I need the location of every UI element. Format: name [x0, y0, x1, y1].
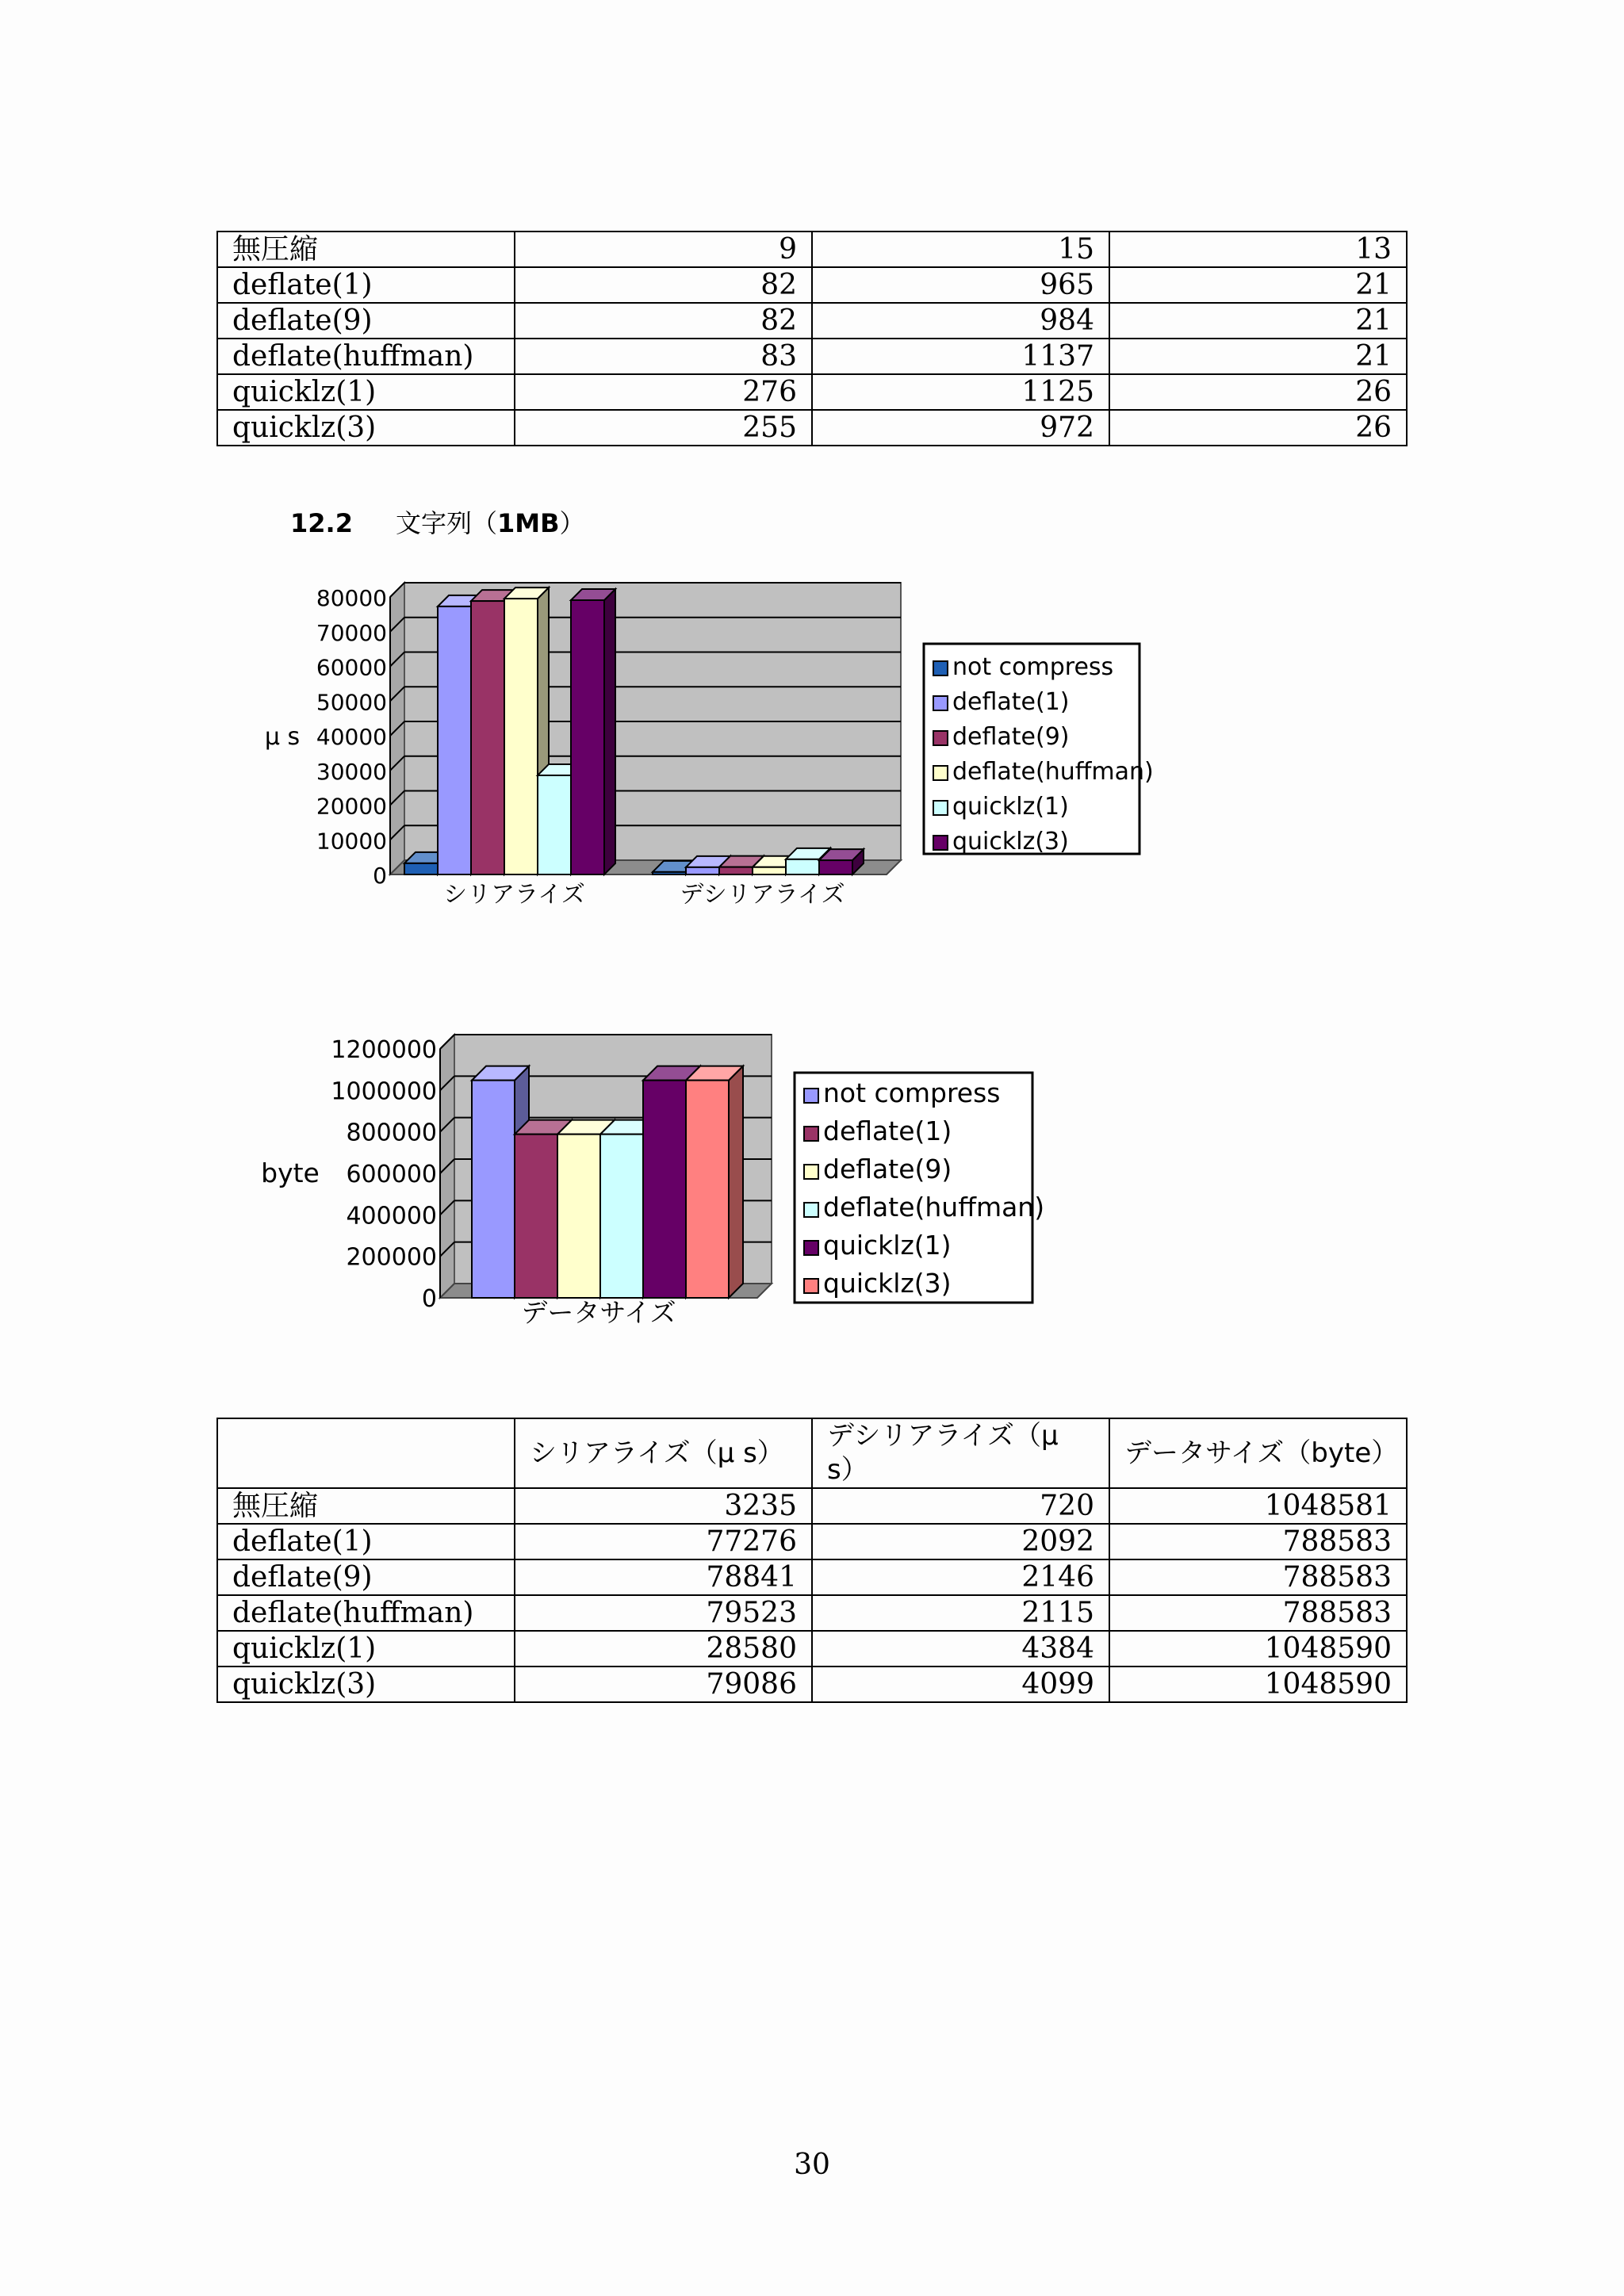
legend-label: deflate(9): [823, 1154, 952, 1184]
cell-value: 79523: [515, 1595, 812, 1631]
y-tick-label: 50000: [316, 689, 387, 716]
cell-value: 3235: [515, 1488, 812, 1524]
x-category-label: デシリアライズ: [680, 881, 845, 909]
row-label: 無圧縮: [217, 1488, 515, 1524]
cell-value: 984: [812, 303, 1109, 339]
cell-value: 2146: [812, 1559, 1109, 1595]
cell-value: 77276: [515, 1524, 812, 1559]
cell-value: 26: [1109, 410, 1407, 446]
legend-label: quicklz(3): [952, 828, 1069, 855]
legend-label: deflate(9): [952, 723, 1070, 751]
bar-side: [729, 1066, 743, 1298]
bar: [686, 1081, 729, 1298]
y-tick-label: 600000: [346, 1161, 437, 1188]
legend-label: deflate(huffman): [823, 1192, 1045, 1223]
cell-value: 1137: [812, 339, 1109, 374]
cell-value: 965: [812, 267, 1109, 303]
bottom-results-table: [216, 1418, 1408, 1703]
legend-label: quicklz(3): [823, 1268, 952, 1299]
legend-label: quicklz(1): [823, 1230, 952, 1261]
legend-swatch: [804, 1127, 818, 1141]
section-title: 文字列（: [395, 508, 497, 538]
legend-swatch: [804, 1203, 818, 1217]
cell-value: 972: [812, 410, 1109, 446]
section-title-end: ）: [559, 508, 585, 538]
legend-label: deflate(1): [952, 688, 1070, 716]
cell-value: 78841: [515, 1559, 812, 1595]
cell-value: 1048581: [1109, 1488, 1407, 1524]
table-header-row: [217, 1418, 1407, 1488]
cell-value: 79086: [515, 1667, 812, 1702]
legend-label: deflate(1): [823, 1115, 952, 1146]
y-axis-label: byte: [261, 1158, 320, 1188]
cell-value: 82: [515, 267, 812, 303]
y-tick-label: 40000: [316, 724, 387, 750]
y-tick-label: 80000: [316, 585, 387, 611]
y-tick-label: 60000: [316, 654, 387, 681]
column-header: シリアライズ（μ s）: [515, 1418, 812, 1488]
row-label: quicklz(1): [217, 374, 515, 410]
cell-value: 9: [515, 232, 812, 267]
row-label: 無圧縮: [217, 232, 515, 267]
cell-value: 4099: [812, 1667, 1109, 1702]
cell-value: 26: [1109, 374, 1407, 410]
cell-value: 1125: [812, 374, 1109, 410]
cell-value: 788583: [1109, 1524, 1407, 1559]
legend-swatch: [804, 1165, 818, 1179]
section-title-size: 1MB: [496, 508, 560, 538]
y-tick-label: 70000: [316, 619, 387, 646]
y-tick-label: 1200000: [331, 1036, 437, 1064]
cell-value: 788583: [1109, 1559, 1407, 1595]
y-axis-label: μ s: [264, 723, 301, 751]
cell-value: 255: [515, 410, 812, 446]
cell-value: 1048590: [1109, 1631, 1407, 1667]
cell-value: 21: [1109, 339, 1407, 374]
table-row: [217, 1559, 1407, 1595]
cell-value: 1048590: [1109, 1667, 1407, 1702]
cell-value: 276: [515, 374, 812, 410]
table-row: [217, 1631, 1407, 1667]
y-tick-label: 10000: [316, 828, 387, 855]
row-label: deflate(9): [217, 1559, 515, 1595]
y-tick-label: 0: [373, 863, 387, 889]
row-label: quicklz(3): [217, 1667, 515, 1702]
y-tick-label: 200000: [346, 1243, 437, 1272]
row-label: deflate(1): [217, 1524, 515, 1559]
bar: [515, 1135, 557, 1298]
cell-value: 83: [515, 339, 812, 374]
bar: [557, 1135, 600, 1298]
legend-label: quicklz(1): [952, 793, 1069, 821]
y-tick-label: 400000: [346, 1202, 437, 1230]
table-row: [217, 1524, 1407, 1559]
legend-label: not compress: [952, 653, 1114, 681]
row-label: deflate(huffman): [217, 1595, 515, 1631]
row-label: deflate(1): [217, 267, 515, 303]
cell-value: 788583: [1109, 1595, 1407, 1631]
page-number: 30: [794, 2149, 830, 2181]
table-row: [217, 1595, 1407, 1631]
y-tick-label: 20000: [316, 793, 387, 820]
x-category-label: データサイズ: [521, 1297, 676, 1328]
cell-value: 21: [1109, 267, 1407, 303]
cell-value: 720: [812, 1488, 1109, 1524]
section-number: 12.2: [290, 508, 353, 538]
legend-swatch: [804, 1089, 818, 1103]
legend-swatch: [804, 1279, 818, 1293]
bar: [600, 1135, 643, 1298]
row-label: deflate(9): [217, 303, 515, 339]
column-header: データサイズ（byte）: [1109, 1418, 1407, 1488]
cell-value: 13: [1109, 232, 1407, 267]
y-tick-label: 1000000: [331, 1077, 437, 1106]
y-tick-label: 0: [421, 1285, 437, 1313]
y-tick-label: 800000: [346, 1119, 437, 1147]
row-label: quicklz(3): [217, 410, 515, 446]
legend-label: deflate(huffman): [952, 758, 1154, 786]
legend-label: not compress: [823, 1077, 1001, 1108]
table-row: [217, 1488, 1407, 1524]
cell-value: 2092: [812, 1524, 1109, 1559]
bar: [472, 1081, 515, 1298]
cell-value: 15: [812, 232, 1109, 267]
cell-value: 82: [515, 303, 812, 339]
cell-value: 4384: [812, 1631, 1109, 1667]
row-label: quicklz(1): [217, 1631, 515, 1667]
column-header: [217, 1418, 515, 1488]
cell-value: 28580: [515, 1631, 812, 1667]
column-header: デシリアライズ（μ s）: [812, 1418, 1109, 1488]
cell-value: 21: [1109, 303, 1407, 339]
x-category-label: シリアライズ: [443, 881, 585, 909]
row-label: deflate(huffman): [217, 339, 515, 374]
cell-value: 2115: [812, 1595, 1109, 1631]
bar: [643, 1081, 686, 1298]
table-row: [217, 1667, 1407, 1702]
legend-swatch: [804, 1241, 818, 1255]
y-tick-label: 30000: [316, 758, 387, 785]
